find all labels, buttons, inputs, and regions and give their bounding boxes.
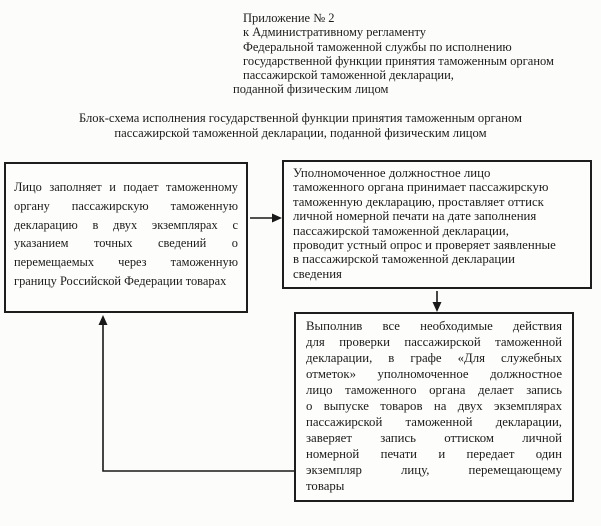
text-line: заверяет запись оттиском личной [306, 431, 562, 445]
text-line: Федеральной таможенной службы по исполнению [243, 39, 512, 54]
arrow-accept-to-release [433, 291, 442, 312]
text-line: сведения [293, 266, 342, 281]
text-line: указанием точных сведений о [14, 236, 238, 251]
text-line: пассажирской таможенной декларации, [306, 415, 562, 429]
text-line: органу пассажирскую таможенную [14, 198, 238, 213]
flow-box-official-accepts [282, 160, 592, 289]
text-line: личной номерной печати на дате заполнения [293, 209, 537, 224]
text-line: лицо таможенного органа делает запись [306, 383, 562, 397]
appendix-header [233, 11, 554, 97]
text-line: Приложение № 2 [243, 11, 335, 25]
text-line: перемещаемых через таможенную [14, 255, 238, 270]
text-line: таможенную декларацию, проставляет оттиск [293, 194, 544, 209]
flow-box-declarant-submits [4, 162, 248, 313]
text-line: Выполнив все необходимые действия [306, 319, 562, 333]
text-line: товары [306, 479, 345, 493]
arrow-release-to-declarant [99, 315, 295, 471]
text-line: в пассажирской таможенной декларации [293, 252, 515, 267]
text-line: Блок-схема исполнения государственной функции принятия таможенным органом [78, 111, 523, 125]
text-line: отметок» уполномоченное должностное [306, 367, 562, 381]
text-line: к Административному регламенту [243, 25, 427, 40]
text-line: для проверки пассажирской таможенной [306, 335, 562, 349]
text-line: государственной функции принятия таможенным органом [243, 53, 554, 68]
text-line: пассажирской таможенной декларации, [293, 223, 509, 238]
flow-box-official-releases [294, 312, 574, 502]
text-line: Уполномоченное должностное лицо [293, 166, 491, 180]
arrow-submit-to-accept [250, 214, 282, 223]
text-line: поданной физическим лицом [233, 82, 389, 97]
text-line: номерной печати и передает один [306, 447, 562, 461]
text-line: проводит устный опрос и проверяет заявленные [293, 238, 556, 253]
text-line: декларацию в двух экземплярах с [14, 217, 238, 232]
text-line: экземпляр лицу, перемещающему [306, 463, 562, 477]
text-line: о выпуске товаров на двух экземплярах [306, 399, 562, 413]
text-line: пассажирской таможенной декларации, [243, 68, 454, 83]
document-title [0, 111, 601, 141]
text-line: границу Российской Федерации товарах [14, 273, 227, 288]
text-line: таможенного органа принимает пассажирскую [293, 180, 549, 195]
text-line: Лицо заполняет и подает таможенному [14, 180, 238, 194]
text-line: декларации, в графе «Для служебных [306, 351, 562, 365]
text-line: пассажирской таможенной декларации, поданной физическим лицом [114, 126, 487, 140]
